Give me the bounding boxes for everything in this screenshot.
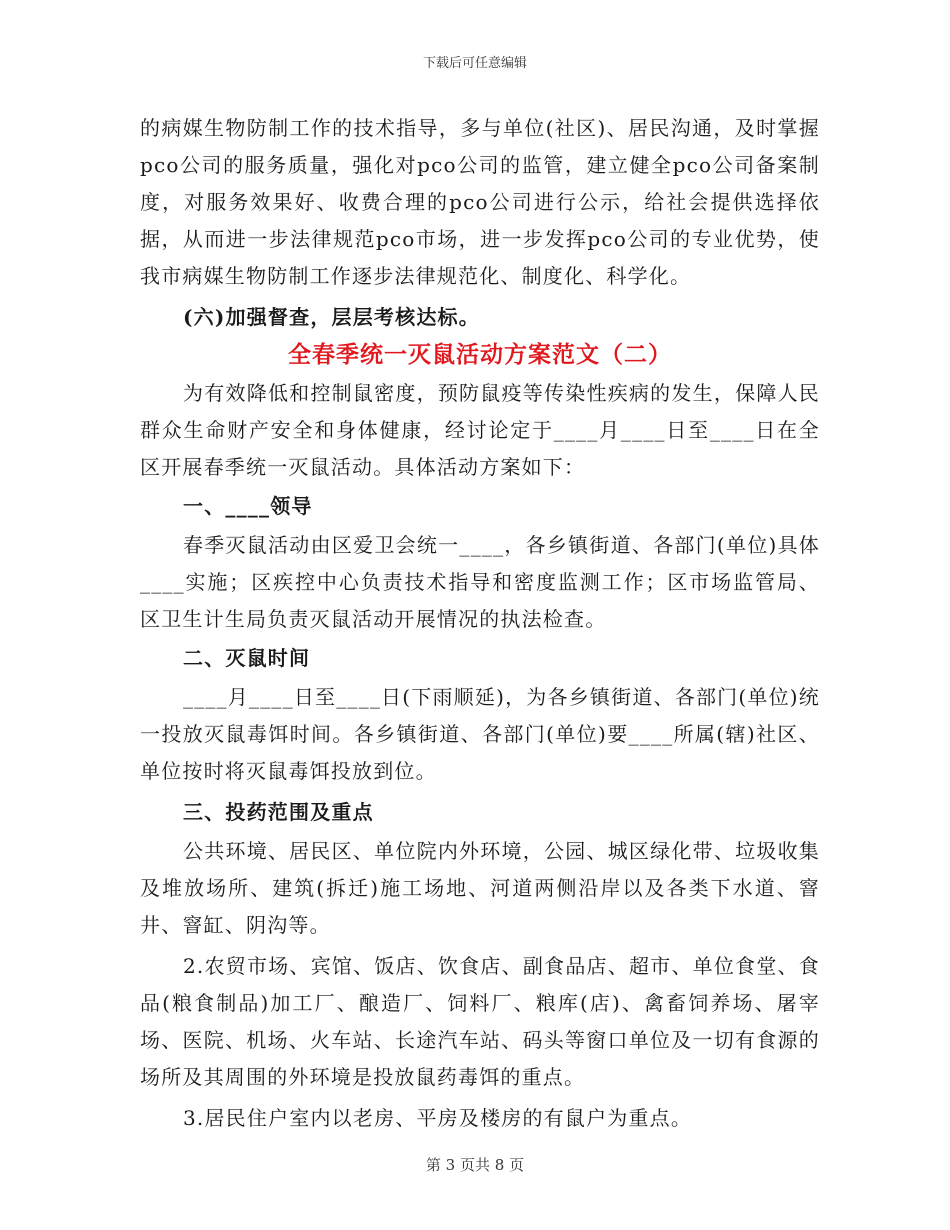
- paragraph-item-3: 3.居民住户室内以老房、平房及楼房的有鼠户为重点。: [183, 1106, 693, 1130]
- section-heading-two: 二、灭鼠时间: [183, 646, 311, 670]
- paragraph-scope: 公共环境、居民区、单位院内外环境，公园、城区绿化带、垃圾收集及堆放场所、建筑(拆迁)施工场地、河道两侧沿岸以及各类下水道、窨井、窨缸、阴沟等。: [140, 839, 820, 937]
- section-heading-six: (六)加强督查，层层考核达标。: [183, 305, 480, 329]
- paragraph-continuation: 的病媒生物防制工作的技术指导，多与单位(社区)、居民沟通，及时掌握pco公司的服务质量，强化对pco公司的监管，建立健全pco公司备案制度，对服务效果好、收费合理的pco公司进行公示，给社会提供选择依据，从而进一步法律规范pco市场，进一步发挥pco公司的专业优势，使我市病媒生物防制工作逐步法律规范化、制度化、科学化。: [140, 116, 820, 288]
- document-body: [140, 110, 820, 1137]
- paragraph-intro: 为有效降低和控制鼠密度，预防鼠疫等传染性疾病的发生，保障人民群众生命财产安全和身体健康，经讨论定于____月____日至____日在全区开展春季统一灭鼠活动。具体活动方案如下：: [140, 381, 820, 479]
- document-title: 全春季统一灭鼠活动方案范文（二）: [288, 341, 672, 368]
- page-footer: 第 3 页共 8 页: [425, 1156, 525, 1174]
- section-heading-one: 一、____领导: [183, 494, 313, 518]
- paragraph-item-2: 2.农贸市场、宾馆、饭店、饮食店、副食品店、超市、单位食堂、食品(粮食制品)加工厂、酿造厂、饲料厂、粮库(店)、禽畜饲养场、屠宰场、医院、机场、火车站、长途汽车站、码头等窗口单位及一切有食源的场所及其周围的外环境是投放鼠药毒饵的重点。: [140, 954, 820, 1089]
- paragraph-time: ____月____日至____日(下雨顺延)，为各乡镇街道、各部门(单位)统一投放灭鼠毒饵时间。各乡镇街道、各部门(单位)要____所属(辖)社区、单位按时将灭鼠毒饵投放到位。: [140, 685, 820, 783]
- paragraph-leadership: 春季灭鼠活动由区爱卫会统一____，各乡镇街道、各部门(单位)具体____实施；区疾控中心负责技术指导和密度监测工作；区市场监管局、区卫生计生局负责灭鼠活动开展情况的执法检查。: [140, 533, 820, 631]
- page-header: 下载后可任意编辑: [422, 56, 527, 71]
- section-heading-three: 三、投药范围及重点: [183, 800, 374, 824]
